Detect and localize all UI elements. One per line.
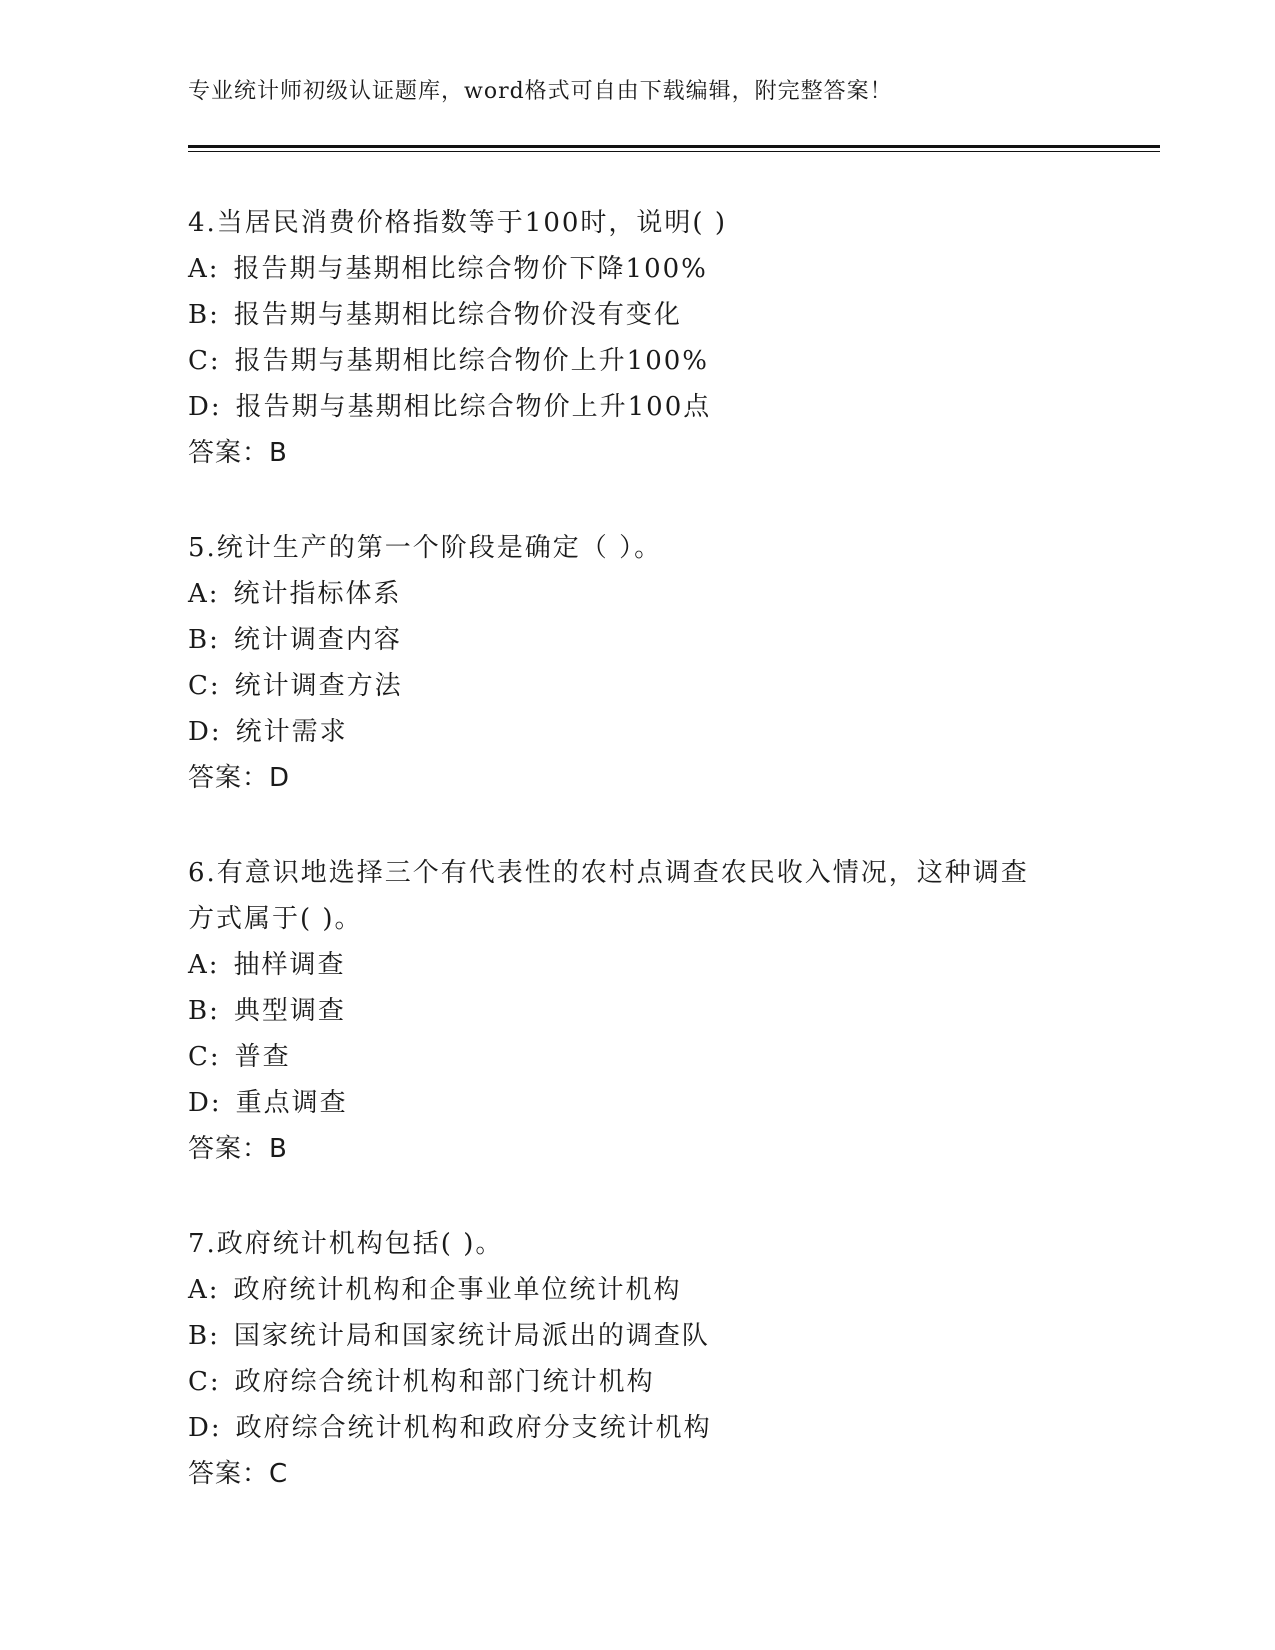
option-d: D: 重点调查: [188, 1088, 348, 1118]
option-c: C: 统计调查方法: [188, 671, 403, 701]
option-d: D: 报告期与基期相比综合物价上升100点: [188, 392, 712, 422]
option-a: A: 报告期与基期相比综合物价下降100%: [188, 254, 708, 284]
option-b: B: 统计调查内容: [188, 625, 402, 655]
question-4: [188, 200, 1088, 476]
header-divider-thick: [188, 145, 1160, 148]
question-stem: 6.有意识地选择三个有代表性的农村点调查农民收入情况，这种调查: [188, 858, 1029, 888]
page-header: 专业统计师初级认证题库，word格式可自由下载编辑，附完整答案！: [188, 79, 893, 104]
option-a: A: 抽样调查: [188, 950, 346, 980]
answer-line: 答案：B: [188, 438, 288, 468]
question-7: [188, 1221, 1088, 1497]
answer-line: 答案：D: [188, 763, 291, 793]
question-stem: 7.政府统计机构包括( )。: [188, 1229, 504, 1259]
option-a: A: 政府统计机构和企事业单位统计机构: [188, 1275, 682, 1305]
question-5: [188, 525, 1088, 801]
option-c: C: 报告期与基期相比综合物价上升100%: [188, 346, 709, 376]
option-a: A: 统计指标体系: [188, 579, 402, 609]
question-6: [188, 850, 1088, 1172]
answer-line: 答案：B: [188, 1134, 288, 1164]
answer-line: 答案：C: [188, 1459, 289, 1489]
question-list: [188, 200, 1088, 1546]
header-divider-thin: [188, 151, 1160, 152]
option-c: C: 政府综合统计机构和部门统计机构: [188, 1367, 655, 1397]
question-stem: 5.统计生产的第一个阶段是确定（ ）。: [188, 533, 663, 563]
question-stem-continued: 方式属于( )。: [188, 904, 363, 934]
option-d: D: 统计需求: [188, 717, 348, 747]
option-b: B: 典型调查: [188, 996, 346, 1026]
option-d: D: 政府综合统计机构和政府分支统计机构: [188, 1413, 712, 1443]
option-b: B: 报告期与基期相比综合物价没有变化: [188, 300, 682, 330]
option-b: B: 国家统计局和国家统计局派出的调查队: [188, 1321, 710, 1351]
option-c: C: 普查: [188, 1042, 291, 1072]
question-stem: 4.当居民消费价格指数等于100时，说明( ): [188, 208, 727, 238]
